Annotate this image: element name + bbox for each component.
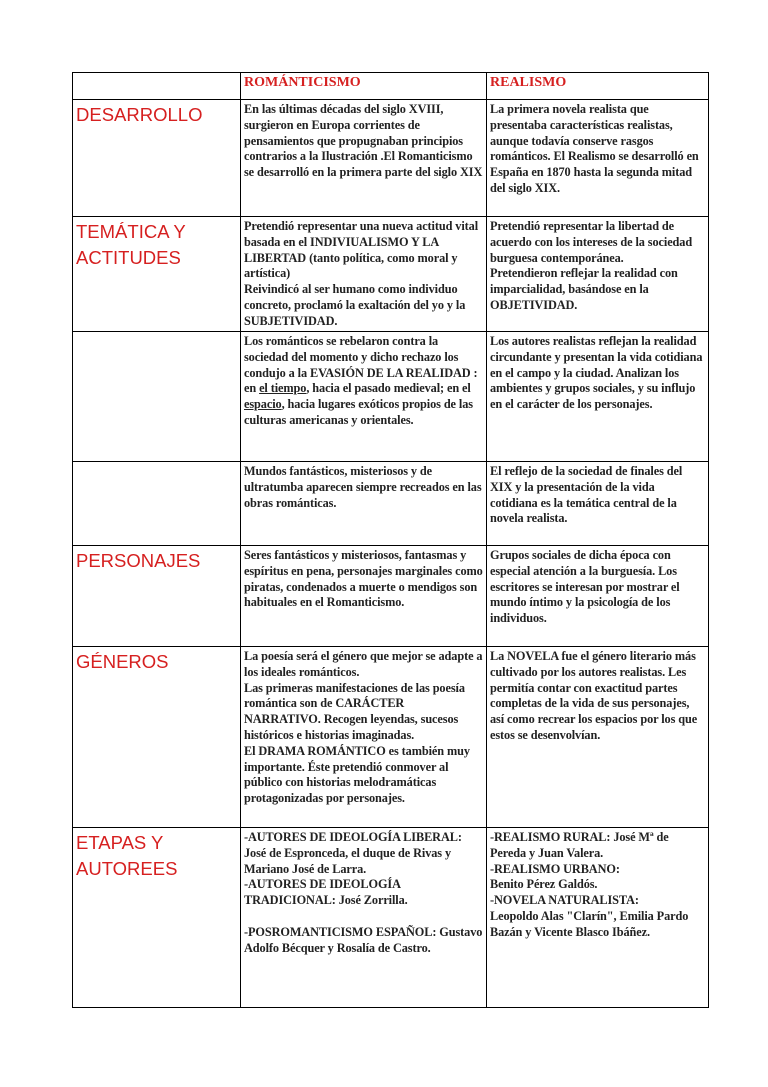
cell-realismo: El reflejo de la sociedad de finales del XIX y la presentación de la vida cotidiana es la temática central de la novela realista. [487, 462, 709, 546]
row-label-etapas: ETAPAS Y AUTOREES [73, 828, 241, 1008]
cell-romanticismo: La poesía será el género que mejor se adapte a los ideales románticos. Las primeras manifestaciones de las poesía romántica son de CARÁCTER NARRATIVO. Recogen leyendas, sucesos históricos e historias imaginadas. El DRAMA ROMÁNTICO es también muy importante. Éste pretendió conmover al público con historias melodramáticas protagonizadas por personajes. [241, 647, 487, 828]
row-label-empty [73, 462, 241, 546]
table-row-generos [73, 647, 709, 828]
cell-realismo: Los autores realistas reflejan la realidad circundante y presentan la vida cotidiana en el campo y la ciudad. Analizan los ambientes y grupos sociales, y su influjo en el carácter de los personajes. [487, 332, 709, 462]
cell-romanticismo: Pretendió representar una nueva actitud vital basada en el INDIVIUALISMO Y LA LIBERTAD (tanto política, como moral y artística) Reivindicó al ser humano como individuo concreto, proclamó la exaltación del yo y la SUBJETIVIDAD. [241, 217, 487, 332]
header-realismo: REALISMO [487, 73, 709, 100]
row-label-generos: GÉNEROS [73, 647, 241, 828]
cell-realismo: La primera novela realista que presentaba características realistas, aunque todavía conserve rasgos románticos. El Realismo se desarrolló en España en 1870 hasta la segunda mitad del siglo XIX. [487, 100, 709, 217]
table-header-row [73, 73, 709, 100]
row-label-personajes: PERSONAJES [73, 546, 241, 647]
cell-romanticismo: Seres fantásticos y misteriosos, fantasmas y espíritus en pena, personajes marginales como piratas, condenados a muerte o mendigos son habituales en el Romanticismo. [241, 546, 487, 647]
cell-romanticismo: En las últimas décadas del siglo XVIII, surgieron en Europa corrientes de pensamientos que propugnaban principios contrarios a la Ilustración .El Romanticismo se desarrolló en la primera parte del siglo XIX [241, 100, 487, 217]
cell-romanticismo: Mundos fantásticos, misteriosos y de ultratumba aparecen siempre recreados en las obras románticas. [241, 462, 487, 546]
underlined-term: el tiempo [259, 381, 307, 396]
table-row-personajes [73, 546, 709, 647]
header-empty-cell [73, 73, 241, 100]
underlined-term: espacio [244, 397, 282, 412]
cell-realismo: La NOVELA fue el género literario más cultivado por los autores realistas. Les permitía contar con exactitud partes completas de la vida de sus personajes, así como recrear los espacios por los que estos se desenvolvían. [487, 647, 709, 828]
header-romanticismo: ROMÁNTICISMO [241, 73, 487, 100]
cell-realismo: Grupos sociales de dicha época con especial atención a la burguesía. Los escritores se interesan por mostrar el mundo íntimo y la psicología de los individuos. [487, 546, 709, 647]
table-row-evasion [73, 332, 709, 462]
table-row-etapas [73, 828, 709, 1008]
table-row-tematica [73, 217, 709, 332]
cell-romanticismo: Los románticos se rebelaron contra la sociedad del momento y dicho rechazo los condujo a la EVASIÓN DE LA REALIDAD : en el tiempo, hacia el pasado medieval; en el espacio, hacia lugares exóticos propios de las culturas americanas y orientales. [241, 332, 487, 462]
row-label-desarrollo: DESARROLLO [73, 100, 241, 217]
cell-realismo: Pretendió representar la libertad de acuerdo con los intereses de la sociedad burguesa contemporánea. Pretendieron reflejar la realidad con imparcialidad, basándose en la OBJETIVIDAD. [487, 217, 709, 332]
row-label-empty [73, 332, 241, 462]
table-row-mundos [73, 462, 709, 546]
row-label-tematica: TEMÁTICA Y ACTITUDES [73, 217, 241, 332]
table-row-desarrollo [73, 100, 709, 217]
cell-realismo: -REALISMO RURAL: José Mª de Pereda y Juan Valera. -REALISMO URBANO: Benito Pérez Galdós. -NOVELA NATURALISTA: Leopoldo Alas "Clarín", Emilia Pardo Bazán y Vicente Blasco Ibáñez. [487, 828, 709, 1008]
comparison-table [72, 72, 709, 1008]
cell-romanticismo: -AUTORES DE IDEOLOGÍA LIBERAL: José de Espronceda, el duque de Rivas y Mariano José de Larra. -AUTORES DE IDEOLOGÍA TRADICIONAL: José Zorrilla. -POSROMANTICISMO ESPAÑOL: Gustavo Adolfo Bécquer y Rosalía de Castro. [241, 828, 487, 1008]
